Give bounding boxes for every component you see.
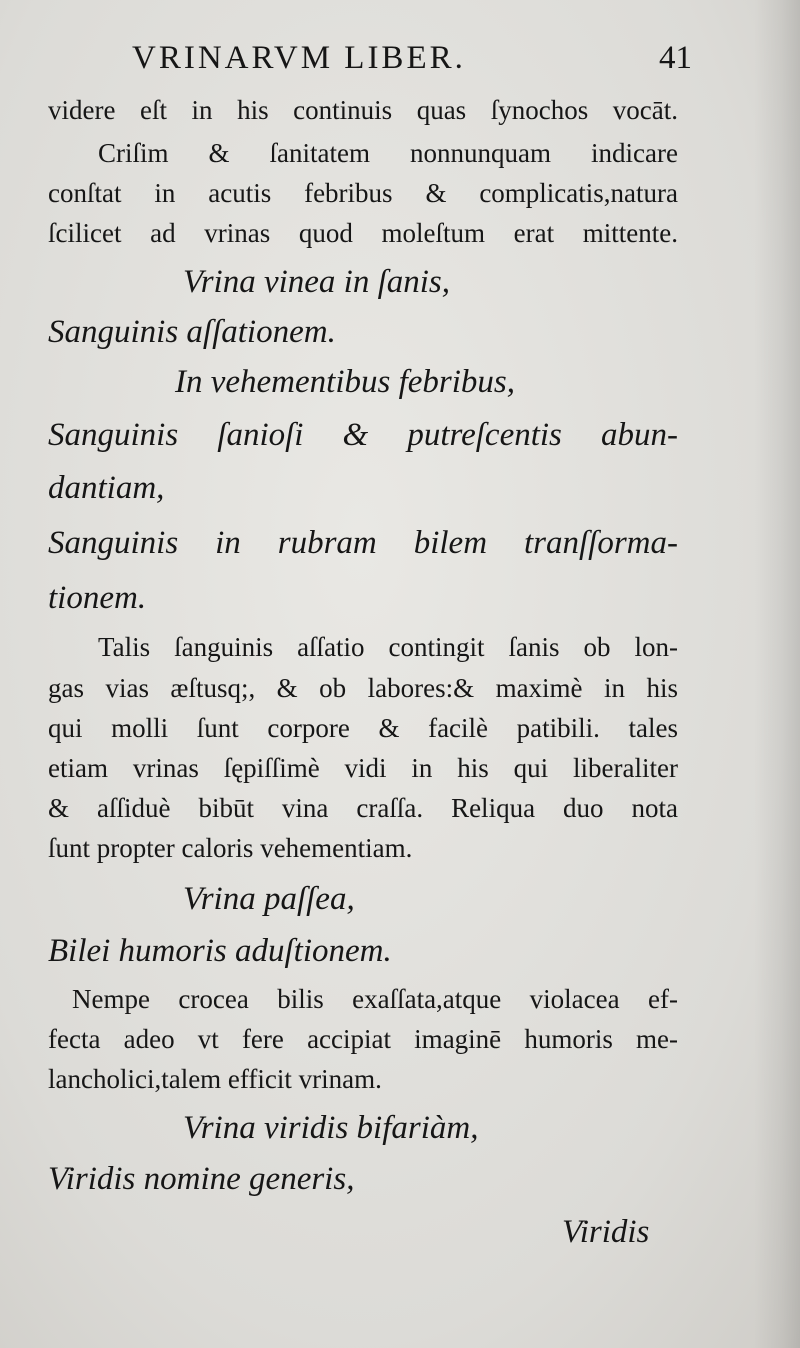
verse-heading: Vrina viridis bifariàm,: [183, 1110, 479, 1146]
verse-line: Bilei humoris aduſtionem.: [48, 933, 392, 969]
running-head: VRINARVM LIBER.: [132, 40, 466, 76]
verse-line: Viridis nomine generis,: [48, 1161, 355, 1197]
text-line: Nempe crocea bilis exaſſata,atque violacea ef-: [72, 984, 678, 1014]
catchword: Viridis: [562, 1214, 650, 1250]
text-line: ſcilicet ad vrinas quod moleſtum erat mittente.: [48, 218, 678, 248]
text-line: conſtat in acutis febribus & complicatis,natura: [48, 178, 678, 208]
text-line: qui molli ſunt corpore & facilè patibili. tales: [48, 713, 678, 743]
text-line: Talis ſanguinis aſſatio contingit ſanis ob lon-: [98, 632, 678, 662]
text-line: Criſim & ſanitatem nonnunquam indicare: [98, 138, 678, 168]
page-header: [132, 40, 692, 86]
text-line: ſunt propter caloris vehementiam.: [48, 833, 413, 863]
verse-heading: Vrina vinea in ſanis,: [183, 264, 451, 300]
page-number: 41: [659, 40, 692, 76]
text-line: & aſſiduè bibūt vina craſſa. Reliqua duo nota: [48, 793, 678, 823]
verse-line: dantiam,: [48, 470, 165, 506]
verse-line: Sanguinis in rubram bilem tranſſorma-: [48, 525, 678, 561]
text-line: etiam vrinas ſępiſſimè vidi in his qui liberaliter: [48, 753, 678, 783]
text-line: videre eſt in his continuis quas ſynochos vocāt.: [48, 95, 678, 125]
text-line: lancholici,talem efficit vrinam.: [48, 1064, 382, 1094]
verse-heading: In vehementibus febribus,: [175, 364, 516, 400]
verse-heading: Vrina paſſea,: [183, 881, 355, 917]
verse-line: tionem.: [48, 580, 147, 616]
text-line: fecta adeo vt fere accipiat imaginē humoris me-: [48, 1024, 678, 1054]
text-line: gas vias æſtusq;, & ob labores:& maximè in his: [48, 673, 678, 703]
verse-line: Sanguinis aſſationem.: [48, 314, 336, 350]
verse-line: Sanguinis ſanioſi & putreſcentis abun-: [48, 417, 678, 453]
page-gutter-shadow: [754, 0, 800, 1348]
